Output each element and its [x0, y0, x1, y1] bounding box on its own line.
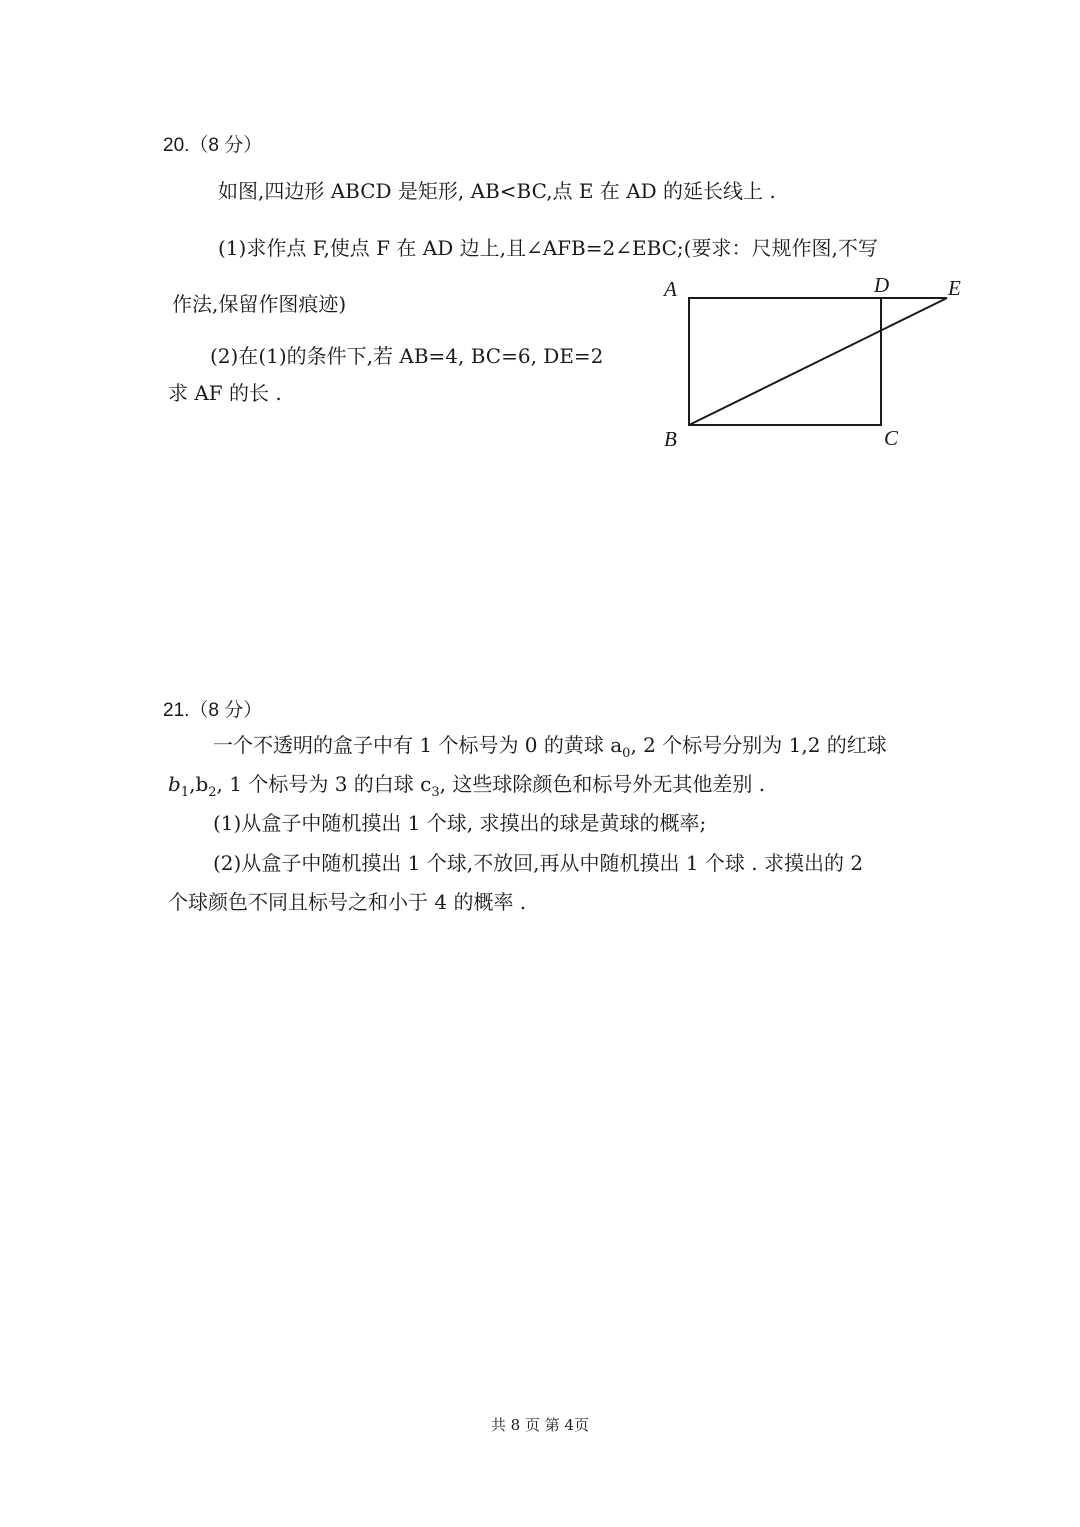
- q21-sub-b1: 1: [180, 785, 190, 800]
- q21-line-3: (1)从盒子中随机摸出 1 个球, 求摸出的球是黄球的概率;: [213, 811, 707, 835]
- rectangle-figure: [650, 270, 980, 460]
- q21-line-2: [168, 770, 765, 807]
- q20-header: 20.（8 分）: [163, 135, 263, 156]
- q20-line-2: (1)求作点 F,使点 F 在 AD 边上,且∠AFB=2∠EBC;(要求：尺规作图,不写: [218, 236, 878, 260]
- q20-line-5: 求 AF 的长 .: [168, 381, 282, 405]
- q21-line-2-text: , 1 个标号为 3 的白球 c: [216, 772, 432, 796]
- q21-line-4: (2)从盒子中随机摸出 1 个球,不放回,再从中随机摸出 1 个球 . 求摸出的 2: [213, 851, 864, 875]
- q20-line-4: (2)在(1)的条件下,若 AB=4, BC=6, DE=2: [210, 344, 604, 368]
- q20-line-1: 如图,四边形 ABCD 是矩形, AB<BC,点 E 在 AD 的延长线上 .: [218, 179, 776, 203]
- q21-line-5: 个球颜色不同且标号之和小于 4 的概率 .: [168, 890, 527, 914]
- q21-sub-b2: 2: [208, 785, 217, 800]
- q21-sub-a0: 0: [622, 746, 631, 761]
- label-d: D: [874, 273, 890, 297]
- page-footer: 共 8 页 第 4页: [490, 1416, 590, 1434]
- q21-line-1-text: 一个不透明的盒子中有 1 个标号为 0 的黄球 a: [213, 733, 623, 757]
- q21-sub-c3: 3: [431, 785, 440, 800]
- q20-line-3: 作法,保留作图痕迹): [172, 292, 347, 316]
- rectangle-abcd: [689, 298, 881, 425]
- q21-line-1-text-end: , 2 个标号分别为 1,2 的红球: [630, 733, 887, 757]
- q21-line-2-text-end: , 这些球除颜色和标号外无其他差别 .: [439, 772, 766, 796]
- label-e: E: [948, 276, 961, 300]
- label-c: C: [884, 426, 899, 450]
- q21-ball-b2: ,b: [189, 772, 209, 796]
- q21-ball-b: b: [168, 772, 181, 796]
- q21-line-1: [213, 731, 887, 768]
- segment-be: [689, 298, 947, 425]
- q21-header: 21.（8 分）: [163, 700, 263, 721]
- label-a: A: [664, 277, 677, 301]
- label-b: B: [664, 427, 677, 451]
